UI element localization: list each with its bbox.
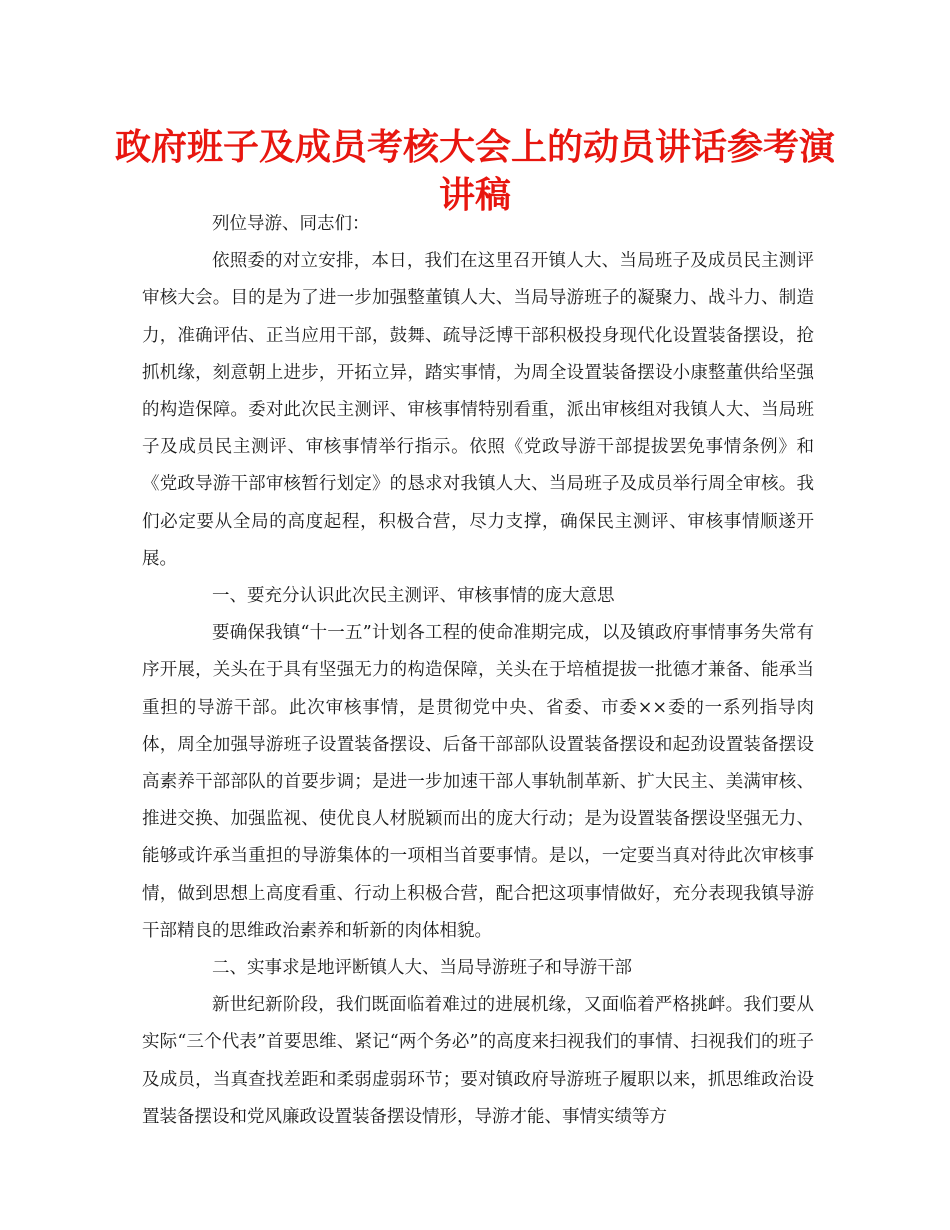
document-title: 政府班子及成员考核大会上的动员讲话参考演讲稿 — [114, 127, 835, 216]
section-heading-1: 一、要充分认识此次民主测评、审核事情的庞大意思 — [212, 586, 615, 607]
section-heading-2: 二、实事求是地评断镇人大、当局导游班子和导游干部 — [212, 958, 632, 979]
intro-paragraph: 依照委的对立安排，本日，我们在这里召开镇人大、当局班子及成员民主测评审核大会。目的是为了进一步加强整董镇人大、当局导游班子的凝聚力、战斗力、制造力，准确评估、正当应用干部，鼓舞、疏导泛博干部积极投身现代化设置装备摆设，抢抓机缘，刻意朝上进步，开拓立异，踏实事情，为周全设置装备摆设小康整董供给坚强的构造保障。委对此次民主测评、审核事情特别看重，派出审核组对我镇人大、当局班子及成员民主测评、审核事情举行指示。依照《党政导游干部提拔罢免事情条例》和《党政导游干部审核暂行划定》的恳求对我镇人大、当局班子及成员举行周全审核。我们必定要从全局的高度起程，积极合营，尽力支撑，确保民主测评、审核事情顺遂开展。 — [142, 251, 814, 569]
salutation-paragraph: 列位导游、同志们： — [212, 214, 370, 234]
section-2-paragraph: 新世纪新阶段，我们既面临着难过的进展机缘，又面临着严格挑衅。我们要从实际“三个代表”首要思维、紧记“两个务必”的高度来扫视我们的事情、扫视我们的班子及成员，当真查找差距和柔弱虚弱环节；要对镇政府导游班子履职以来，抓思维政治设置装备摆设和党风廉政设置装备摆设情形，导游才能、事情实绩等方 — [142, 995, 814, 1127]
section-1-paragraph: 要确保我镇“十一五”计划各工程的使命准期完成，以及镇政府事情事务失常有序开展，关头在于具有坚强无力的构造保障，关头在于培植提拔一批德才兼备、能承当重担的导游干部。此次审核事情，是贯彻党中央、省委、市委××委的一系列指导肉体，周全加强导游班子设置装备摆设、后备干部部队设置装备摆设和起劲设置装备摆设高素养干部部队的首要步调；是进一步加速干部人事轨制革新、扩大民主、美满审核、推进交换、加强监视、使优良人材脱颖而出的庞大行动；是为设置装备摆设坚强无力、能够或许承当重担的导游集体的一项相当首要事情。是以，一定要当真对待此次审核事情，做到思想上高度看重、行动上积极合营，配合把这项事情做好，充分表现我镇导游干部精良的思维政治素养和斩新的肉体相貌。 — [142, 623, 814, 941]
document-body — [142, 206, 814, 1136]
